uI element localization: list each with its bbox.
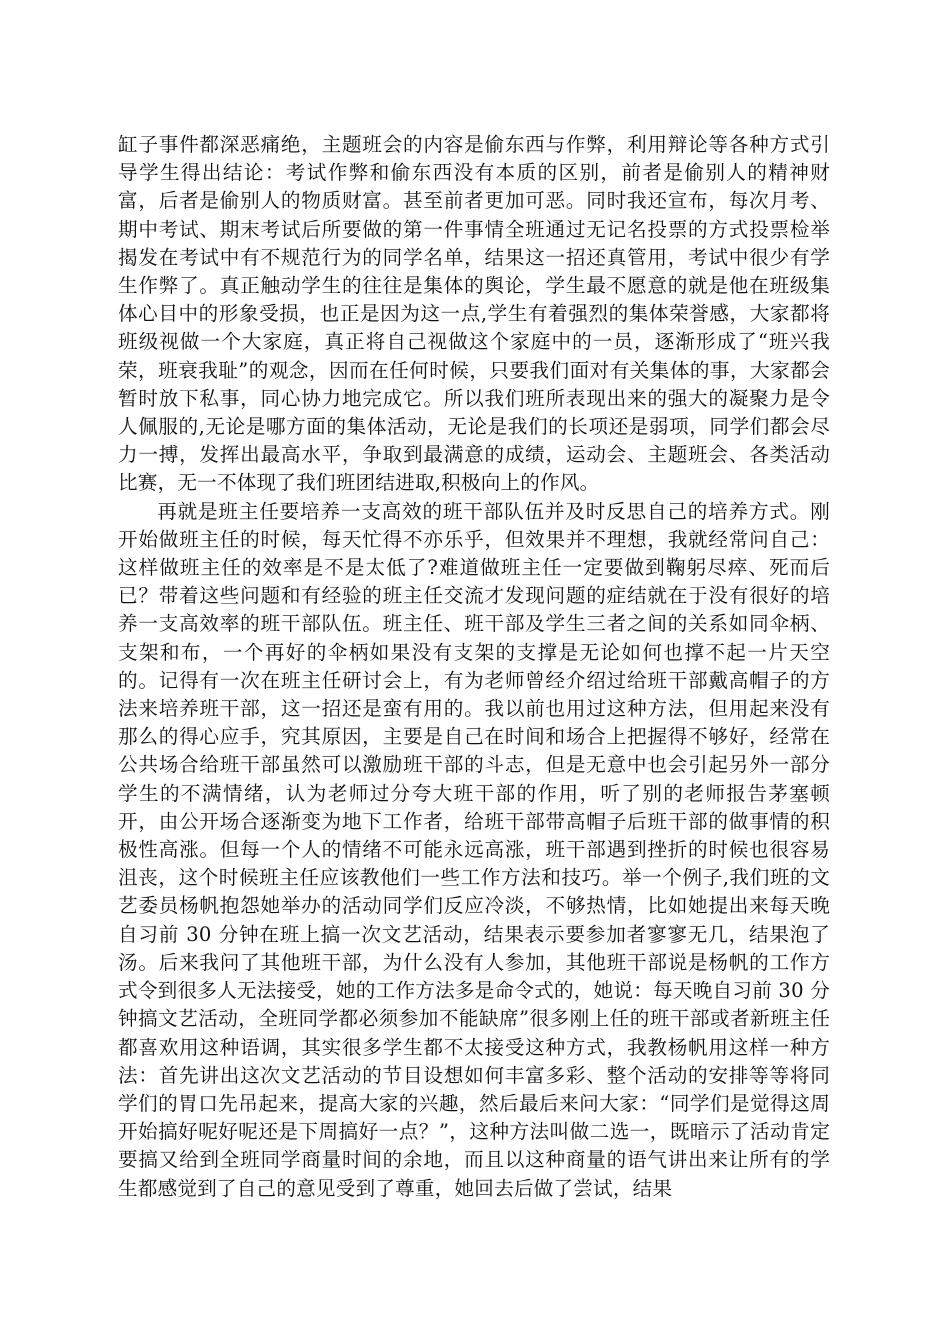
document-body (118, 131, 830, 1203)
paragraph-1: 缸子事件都深恶痛绝，主题班会的内容是偷东西与作弊，利用辩论等各种方式引导学生得出结论：考试作弊和偷东西没有本质的区别，前者是偷别人的精神财富，后者是偷别人的物质财富。甚至前者更加可恶。同时我还宣布，每次月考、期中考试、期末考试后所要做的第一件事情全班通过无记名投票的方式投票检举揭发在考试中有不规范行为的同学名单，结果这一招还真管用，考试中很少有学生作弊了。真正触动学生的往往是集体的舆论，学生最不愿意的就是他在班级集体心目中的形象受损，也正是因为这一点,学生有着强烈的集体荣誉感，大家都将班级视做一个大家庭，真正将自己视做这个家庭中的一员，逐渐形成了“班兴我荣，班衰我耻”的观念，因而在任何时候，只要我们面对有关集体的事，大家都会暂时放下私事，同心协力地完成它。所以我们班所表现出来的强大的凝聚力是令人佩服的,无论是哪方面的集体活动，无论是我们的长项还是弱项，同学们都会尽力一搏，发挥出最高水平，争取到最满意的成绩，运动会、主题班会、各类活动比赛，无一不体现了我们班团结进取,积极向上的作风。 (118, 133, 830, 495)
paragraph-2: 再就是班主任要培养一支高效的班干部队伍并及时反思自己的培养方式。刚开始做班主任的时候，每天忙得不亦乐乎，但效果并不理想，我就经常问自己：这样做班主任的效率是不是太低了?难道做班主任一定要做到鞠躬尽瘁、死而后已？带着这些问题和有经验的班主任交流才发现问题的症结就在于没有很好的培养一支高效率的班干部队伍。班主任、班干部及学生三者之间的关系如同伞柄、支架和布，一个再好的伞柄如果没有支架的支撑是无论如何也撑不起一片天空的。记得有一次在班主任研讨会上，有为老师曾经介绍过给班干部戴高帽子的方法来培养班干部，这一招还是蛮有用的。我以前也用过这种方法，但用起来没有那么的得心应手，究其原因，主要是自己在时间和场合上把握得不够好，经常在公共场合给班干部虽然可以激励班干部的斗志，但是无意中也会引起另外一部分学生的不满情绪，认为老师过分夸大班干部的作用，听了别的老师报告茅塞顿开，由公开场合逐渐变为地下工作者，给班干部带高帽子后班干部的做事情的积极性高涨。但每一个人的情绪不可能永远高涨，班干部遇到挫折的时候也很容易沮丧，这个时候班主任应该教他们一些工作方法和技巧。举一个例子,我们班的文艺委员杨帆抱怨她举办的活动同学们反应冷淡，不够热情，比如她提出来每天晚自习前 30 分钟在班上搞一次文艺活动，结果表示要参加者寥寥无几，结果泡了汤。后来我问了其他班干部，为什么没有人参加，其他班干部说是杨帆的工作方式令到很多人无法接受，她的工作方法多是命令式的，她说：每天晚自习前 30 分钟搞文艺活动，全班同学都必须参加不能缺席”很多刚上任的班干部或者新班主任都喜欢用这种语调，其实很多学生都不太接受这种方式，我教杨帆用这样一种方法：首先讲出这次文艺活动的节目设想如何丰富多彩、整个活动的安排等等将同学们的胃口先吊起来，提高大家的兴趣，然后最后来问大家：“同学们是觉得这周开始搞好呢好呢还是下周搞好一点？”，这种方法叫做二选一，既暗示了活动肯定要搞又给到全班同学商量时间的余地，而且以这种商量的语气讲出来让所有的学生都感觉到了自己的意见受到了尊重，她回去后做了尝试，结果 (118, 499, 830, 1200)
